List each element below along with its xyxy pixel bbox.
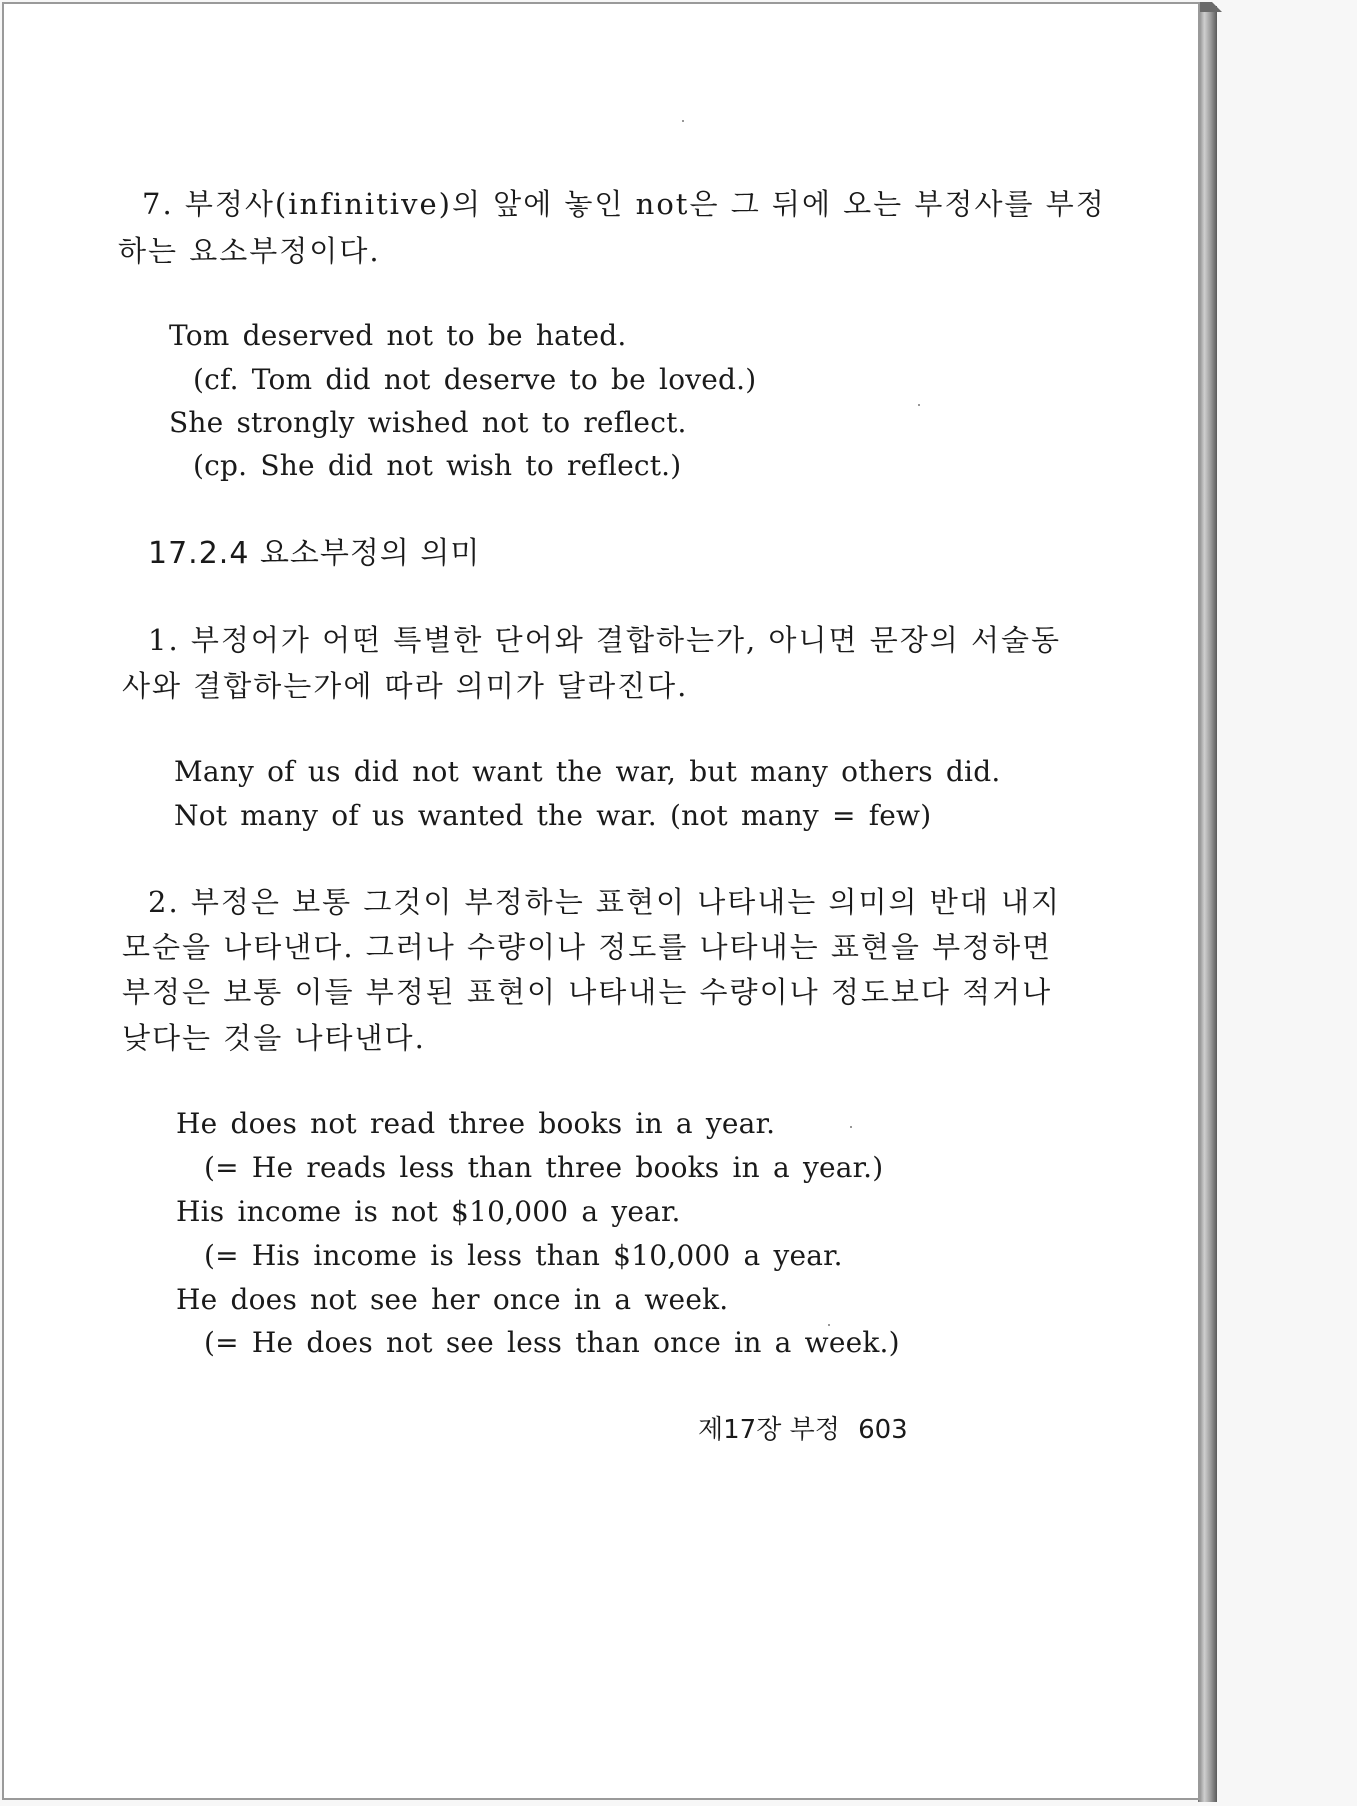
scan-speck bbox=[682, 120, 684, 122]
page-footer bbox=[698, 1417, 908, 1443]
para2-line-4: 낮다는 것을 나타낸다. bbox=[122, 1021, 426, 1055]
example-line: (cf. Tom did not deserve to be loved.) bbox=[193, 363, 757, 396]
example-line: (= He does not see less than once in a week.) bbox=[204, 1326, 900, 1359]
example-line: (= He reads less than three books in a year.) bbox=[204, 1151, 884, 1184]
para1-line-1: 1. 부정어가 어떤 특별한 단어와 결합하는가, 아니면 문장의 서술동 bbox=[148, 623, 1061, 657]
example-line: He does not see her once in a week. bbox=[176, 1283, 729, 1316]
example-line: Tom deserved not to be hated. bbox=[169, 319, 627, 352]
para7-line-2: 하는 요소부정이다. bbox=[118, 234, 381, 268]
example-line: She strongly wished not to reflect. bbox=[169, 406, 687, 439]
page-edge-shadow bbox=[1198, 6, 1217, 1802]
para2-line-1: 2. 부정은 보통 그것이 부정하는 표현이 나타내는 의미의 반대 내지 bbox=[148, 885, 1061, 919]
para2-line-2: 모순을 나타낸다. 그러나 수량이나 정도를 나타내는 표현을 부정하면 bbox=[122, 930, 1053, 964]
scan-speck bbox=[850, 1126, 852, 1128]
para7-line-1: 7. 부정사(infinitive)의 앞에 놓인 not은 그 뒤에 오는 부정사를 부정 bbox=[142, 187, 1106, 221]
section-heading: 17.2.4 요소부정의 의미 bbox=[148, 536, 481, 571]
para2-line-3: 부정은 보통 이들 부정된 표현이 나타내는 수량이나 정도보다 적거나 bbox=[122, 975, 1053, 1009]
para1-line-2: 사와 결합하는가에 따라 의미가 달라진다. bbox=[122, 669, 689, 703]
page-number: 603 bbox=[858, 1415, 908, 1445]
chapter-label: 제17장 부정 bbox=[698, 1415, 840, 1445]
example-line: (cp. She did not wish to reflect.) bbox=[193, 449, 682, 482]
example-line: Many of us did not want the war, but many others did. bbox=[174, 755, 1001, 788]
scan-speck bbox=[828, 1324, 830, 1326]
example-line: Not many of us wanted the war. (not many = few) bbox=[174, 799, 932, 832]
book-page bbox=[2, 2, 1200, 1800]
example-line: His income is not $10,000 a year. bbox=[176, 1195, 681, 1228]
example-line: (= His income is less than $10,000 a year. bbox=[204, 1239, 843, 1272]
scan-speck bbox=[918, 404, 920, 406]
example-line: He does not read three books in a year. bbox=[176, 1107, 776, 1140]
